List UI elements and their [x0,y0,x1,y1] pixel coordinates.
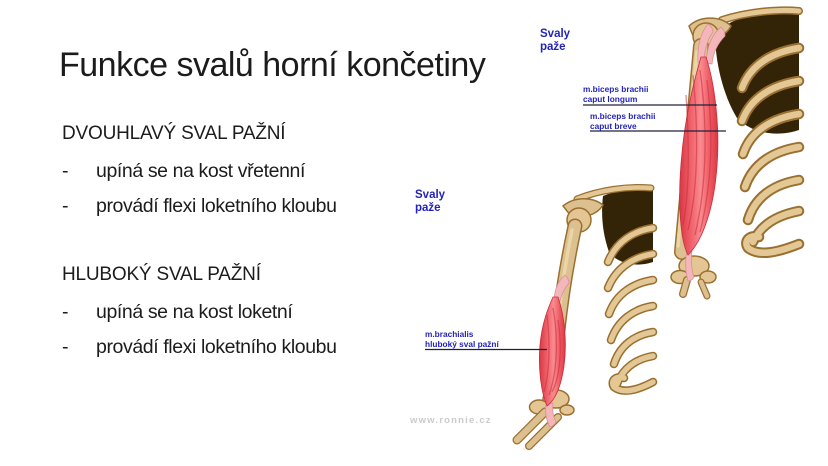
bullet-row [62,336,337,358]
section-brachialis [62,263,337,371]
bullet-text: upíná se na kost loketní [96,301,293,323]
bullet-text: provádí flexi loketního kloubu [96,195,337,217]
bullet-row [62,160,337,182]
bullet-dash: - [62,336,69,358]
muscle-label-brachialis: hluboký sval pažní [425,339,499,349]
bullet-text: provádí flexi loketního kloubu [96,336,337,358]
elbow-joint [671,256,716,284]
section-biceps [62,122,337,230]
anatomy-figure [395,0,828,466]
bullet-dash: - [62,160,69,182]
forearm-bones [683,280,707,296]
watermark-text: www.ronnie.cz [410,415,492,426]
muscle-label-caput-longum: m.biceps brachii [583,84,649,94]
section-heading: HLUBOKÝ SVAL PAŽNÍ [62,264,261,285]
svaly-paze-header: Svaly [415,189,446,201]
bullet-dash: - [62,301,69,323]
muscle-label-caput-breve: m.biceps brachii [590,111,656,121]
biceps-muscle [680,57,718,255]
bullet-text: upíná se na kost vřetenní [96,160,305,182]
biceps-image [540,10,799,296]
brachialis-muscle [539,297,565,406]
svaly-paze-header: Svaly [540,28,571,40]
brachialis-image [409,187,653,446]
bullet-row [62,195,337,217]
svaly-paze-header: paže [415,202,441,214]
muscle-label-caput-longum: caput longum [583,94,638,104]
bullet-dash: - [62,195,69,217]
bullet-row [62,301,337,323]
svaly-paze-header: paže [540,41,566,53]
page-title: Funkce svalů horní končetiny [59,46,486,84]
muscle-label-brachialis: m.brachialis [425,329,474,339]
section-heading: DVOUHLAVÝ SVAL PAŽNÍ [62,123,286,144]
muscle-label-caput-breve: caput breve [590,121,637,131]
